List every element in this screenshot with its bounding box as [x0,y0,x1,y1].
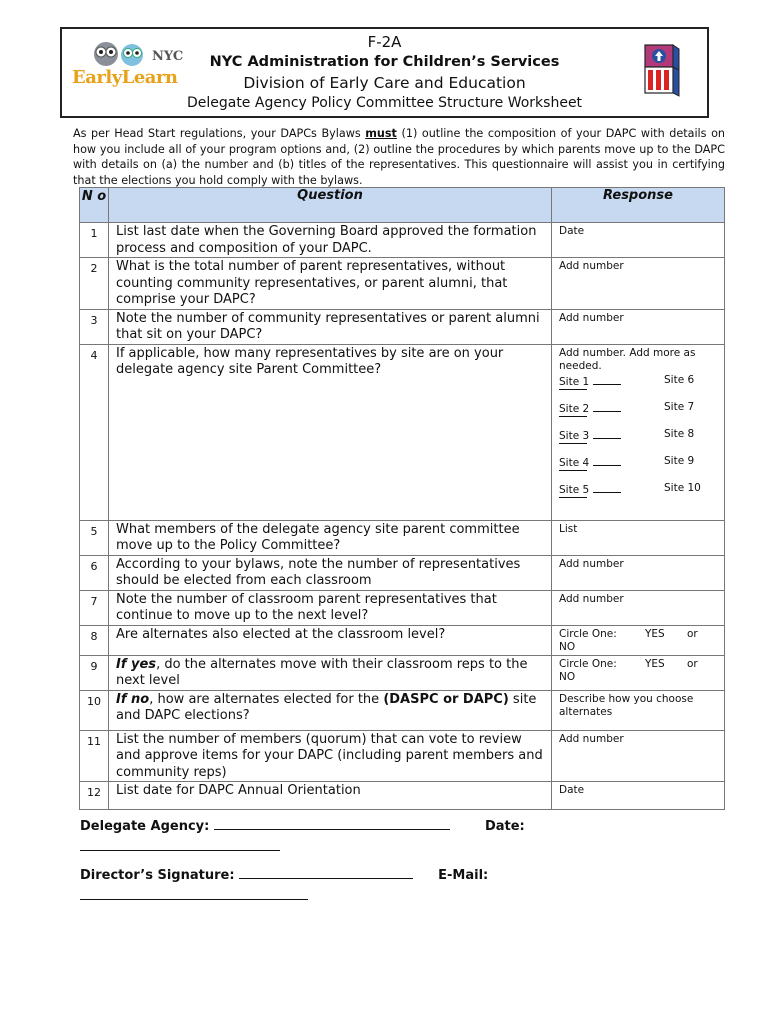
row-number: 11 [80,730,109,782]
question-bold: (DASPC or DAPC) [383,691,509,707]
table-header-row [80,188,725,223]
row-number: 4 [80,344,109,520]
worksheet-title: Delegate Agency Policy Committee Structure Worksheet [186,95,583,111]
response-field[interactable]: Date [552,782,725,810]
site-label: Site 6 [664,373,695,386]
row-question: Note the number of community representatives or parent alumni that sit on your DAPC? [109,309,552,344]
response-field[interactable]: Add number [552,590,725,625]
intro-paragraph [73,126,725,188]
site-4-field[interactable] [559,455,664,482]
questionnaire-table [79,187,725,810]
site-label: Site 2 [559,402,590,415]
site-label: Site 4 [559,456,590,469]
question-emphasis: If yes [116,656,157,672]
delegate-agency-line [80,817,525,834]
row-question: According to your bylaws, note the number of representatives should be elected from each classroom [109,555,552,590]
row-number: 5 [80,520,109,555]
question-text: , how are alternates elected for the [149,691,384,707]
site-label: Site 8 [664,427,695,440]
or-label: or [687,657,698,670]
response-field[interactable]: Describe how you choose alternates [552,690,725,730]
no-option[interactable]: NO [559,671,576,683]
date-field-line [80,838,280,855]
question-emphasis: If no [116,691,150,707]
table-row [80,555,725,590]
site-2-field[interactable] [559,401,664,428]
intro-text-start: As per Head Start regulations, your DAPCs Bylaws [73,127,366,140]
row-question: List the number of members (quorum) that can vote to review and approve items for your DAPC (including parent members and community reps) [109,730,552,782]
row-number: 7 [80,590,109,625]
site-label: Site 9 [664,454,695,467]
intro-text-end: (1) outline the composition of your DAPC with details on how you include all of your program options and, (2) outline the procedures by which parents move up to the DAPC with details on (a) the number and (b) titles of the representatives. This questionnaire will assist you in certifying that the elections you hold comply with the bylaws. [73,127,726,187]
email-label: E-Mail: [438,868,489,883]
form-code: F-2A [367,33,402,51]
question-text: , do the alternates move with their classroom reps to the next level [116,656,528,688]
yes-option[interactable]: YES [645,627,665,640]
division-title: Division of Early Care and Education [243,74,526,92]
site-6-field[interactable] [664,374,724,401]
row-number: 12 [80,782,109,810]
row-question: List date for DAPC Annual Orientation [109,782,552,810]
site-3-field[interactable] [559,428,664,455]
site-9-field[interactable] [664,455,724,482]
table-row [80,344,725,520]
form-header [60,27,709,118]
no-option[interactable]: NO [559,641,576,653]
row-question: What members of the delegate agency site parent committee move up to the Policy Committee? [109,520,552,555]
response-field[interactable]: Add number [552,258,725,310]
table-row [80,655,725,690]
row-number: 6 [80,555,109,590]
table-row [80,625,725,655]
delegate-agency-field[interactable] [214,817,450,830]
email-field[interactable] [80,887,308,900]
circle-one-label: Circle One: [559,627,617,640]
table-row [80,309,725,344]
site-label: Site 5 [559,483,590,496]
response-hint: Add number. Add more as needed. [559,346,696,372]
table-row [80,520,725,555]
row-number: 1 [80,223,109,258]
header-number: N o [80,188,109,223]
response-field[interactable]: Add number [552,730,725,782]
site-8-field[interactable] [664,428,724,455]
yes-option[interactable]: YES [645,657,665,670]
row-number: 3 [80,309,109,344]
director-signature-label: Director’s Signature: [80,868,235,883]
site-1-field[interactable] [559,374,664,401]
response-field[interactable]: Add number [552,555,725,590]
response-field[interactable]: List [552,520,725,555]
row-question [109,655,552,690]
director-signature-line [80,866,488,883]
site-label: Site 1 [559,375,590,388]
row-question: Note the number of classroom parent representatives that continue to move up to the next level? [109,590,552,625]
date-label: Date: [484,819,525,834]
date-field[interactable] [80,838,280,851]
logo-brand-text: EarlyLearn [72,67,178,88]
site-grid [559,374,717,509]
email-field-line [80,887,308,904]
row-number: 2 [80,258,109,310]
site-10-field[interactable] [664,482,724,509]
head-start-blocks-icon [642,43,682,97]
circle-one-label: Circle One: [559,657,617,670]
question-text-end: site and DAPC elections? [116,691,537,723]
table-row [80,258,725,310]
site-response-cell [552,344,725,520]
table-row [80,223,725,258]
table-row [80,690,725,730]
site-label: Site 10 [664,481,701,494]
yes-no-response[interactable] [552,625,725,655]
row-number: 10 [80,690,109,730]
site-label: Site 7 [664,400,695,413]
row-question: What is the total number of parent representatives, without counting community representatives, or parent alumni, that comprise your DAPC? [109,258,552,310]
agency-title: NYC Administration for Children’s Services [209,54,560,70]
row-number: 9 [80,655,109,690]
site-5-field[interactable] [559,482,664,509]
row-question [109,690,552,730]
row-question: List last date when the Governing Board approved the formation process and composition of your DAPC. [109,223,552,258]
site-7-field[interactable] [664,401,724,428]
yes-no-response[interactable] [552,655,725,690]
or-label: or [687,627,698,640]
response-field[interactable]: Date [552,223,725,258]
intro-emphasis: must [365,127,397,140]
logo-nyc-text: NYC [152,49,184,64]
header-question: Question [109,188,552,223]
response-field[interactable]: Add number [552,309,725,344]
table-row [80,730,725,782]
row-question: Are alternates also elected at the classroom level? [109,625,552,655]
row-question: If applicable, how many representatives by site are on your delegate agency site Parent Committee? [109,344,552,520]
table-row [80,782,725,810]
delegate-agency-label: Delegate Agency: [80,819,210,834]
table-row [80,590,725,625]
row-number: 8 [80,625,109,655]
site-label: Site 3 [559,429,590,442]
director-signature-field[interactable] [239,866,413,879]
header-response: Response [552,188,725,223]
